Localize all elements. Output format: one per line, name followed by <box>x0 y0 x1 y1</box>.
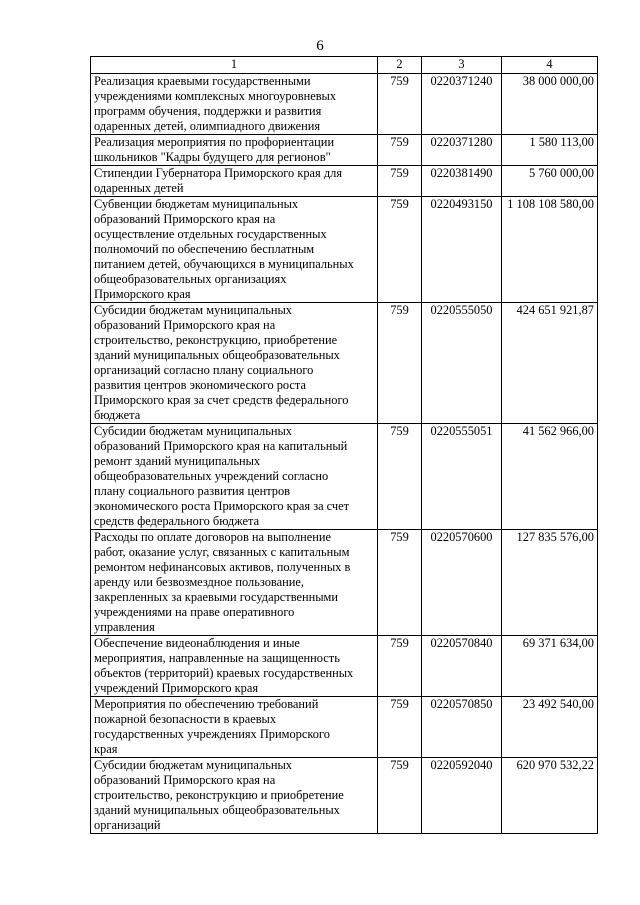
row-description: Реализация мероприятия по профориентации школьников "Кадры будущего для регионов" <box>91 135 378 166</box>
row-amount: 69 371 634,00 <box>502 636 598 697</box>
table-row <box>91 424 598 530</box>
row-description: Обеспечение видеонаблюдения и иные мероприятия, направленные на защищенность объектов (территорий) краевых государственных учреждений Приморского края <box>91 636 378 697</box>
row-admin-code: 759 <box>378 74 422 135</box>
row-amount: 424 651 921,87 <box>502 303 598 424</box>
table-body <box>91 74 598 834</box>
table-row <box>91 697 598 758</box>
row-target-code: 0220555050 <box>422 303 502 424</box>
row-admin-code: 759 <box>378 424 422 530</box>
row-admin-code: 759 <box>378 135 422 166</box>
row-amount: 1 580 113,00 <box>502 135 598 166</box>
row-description: Субвенции бюджетам муниципальных образований Приморского края на осуществление отдельных государственных полномочий по обеспечению бесплатным питанием детей, обучающихся в муниципальных общеобразовательных организациях Приморского края <box>91 197 378 303</box>
table-row <box>91 197 598 303</box>
row-target-code: 0220570850 <box>422 697 502 758</box>
page-number: 6 <box>316 38 324 54</box>
row-admin-code: 759 <box>378 697 422 758</box>
column-header-4: 4 <box>502 57 598 74</box>
row-admin-code: 759 <box>378 166 422 197</box>
row-admin-code: 759 <box>378 197 422 303</box>
row-amount: 38 000 000,00 <box>502 74 598 135</box>
row-admin-code: 759 <box>378 758 422 834</box>
row-amount: 620 970 532,22 <box>502 758 598 834</box>
row-target-code: 0220570840 <box>422 636 502 697</box>
table-row <box>91 530 598 636</box>
row-target-code: 0220381490 <box>422 166 502 197</box>
row-admin-code: 759 <box>378 636 422 697</box>
table-header <box>91 57 598 74</box>
row-description: Стипендии Губернатора Приморского края для одаренных детей <box>91 166 378 197</box>
table-row <box>91 135 598 166</box>
row-amount: 127 835 576,00 <box>502 530 598 636</box>
table-row <box>91 758 598 834</box>
row-description: Мероприятия по обеспечению требований пожарной безопасности в краевых государственных учреждениях Приморского края <box>91 697 378 758</box>
row-description: Субсидии бюджетам муниципальных образований Приморского края на строительство, реконструкцию и приобретение зданий муниципальных общеобразовательных организаций <box>91 758 378 834</box>
row-target-code: 0220555051 <box>422 424 502 530</box>
row-amount: 23 492 540,00 <box>502 697 598 758</box>
row-amount: 41 562 966,00 <box>502 424 598 530</box>
row-target-code: 0220570600 <box>422 530 502 636</box>
row-target-code: 0220371280 <box>422 135 502 166</box>
row-target-code: 0220592040 <box>422 758 502 834</box>
budget-table <box>90 56 598 834</box>
row-amount: 5 760 000,00 <box>502 166 598 197</box>
row-admin-code: 759 <box>378 303 422 424</box>
column-header-3: 3 <box>422 57 502 74</box>
row-amount: 1 108 108 580,00 <box>502 197 598 303</box>
column-header-1: 1 <box>91 57 378 74</box>
row-description: Субсидии бюджетам муниципальных образований Приморского края на капитальный ремонт зданий муниципальных общеобразовательных учреждений согласно плану социального развития центров экономического роста Приморского края за счет средств федерального бюджета <box>91 424 378 530</box>
table-row <box>91 74 598 135</box>
row-target-code: 0220493150 <box>422 197 502 303</box>
column-header-2: 2 <box>378 57 422 74</box>
row-admin-code: 759 <box>378 530 422 636</box>
row-target-code: 0220371240 <box>422 74 502 135</box>
row-description: Реализация краевыми государственными учреждениями комплексных многоуровневых программ обучения, поддержки и развития одаренных детей, олимпиадного движения <box>91 74 378 135</box>
table-row <box>91 166 598 197</box>
row-description: Расходы по оплате договоров на выполнение работ, оказание услуг, связанных с капитальным ремонтом нефинансовых активов, полученных в аренду или безвозмездное пользование, закрепленных за краевыми государственными учреждениями на праве оперативного управления <box>91 530 378 636</box>
row-description: Субсидии бюджетам муниципальных образований Приморского края на строительство, реконструкцию, приобретение зданий муниципальных общеобразовательных организаций согласно плану социального развития центров экономического роста Приморского края за счет средств федерального бюджета <box>91 303 378 424</box>
table-row <box>91 636 598 697</box>
table-row <box>91 303 598 424</box>
